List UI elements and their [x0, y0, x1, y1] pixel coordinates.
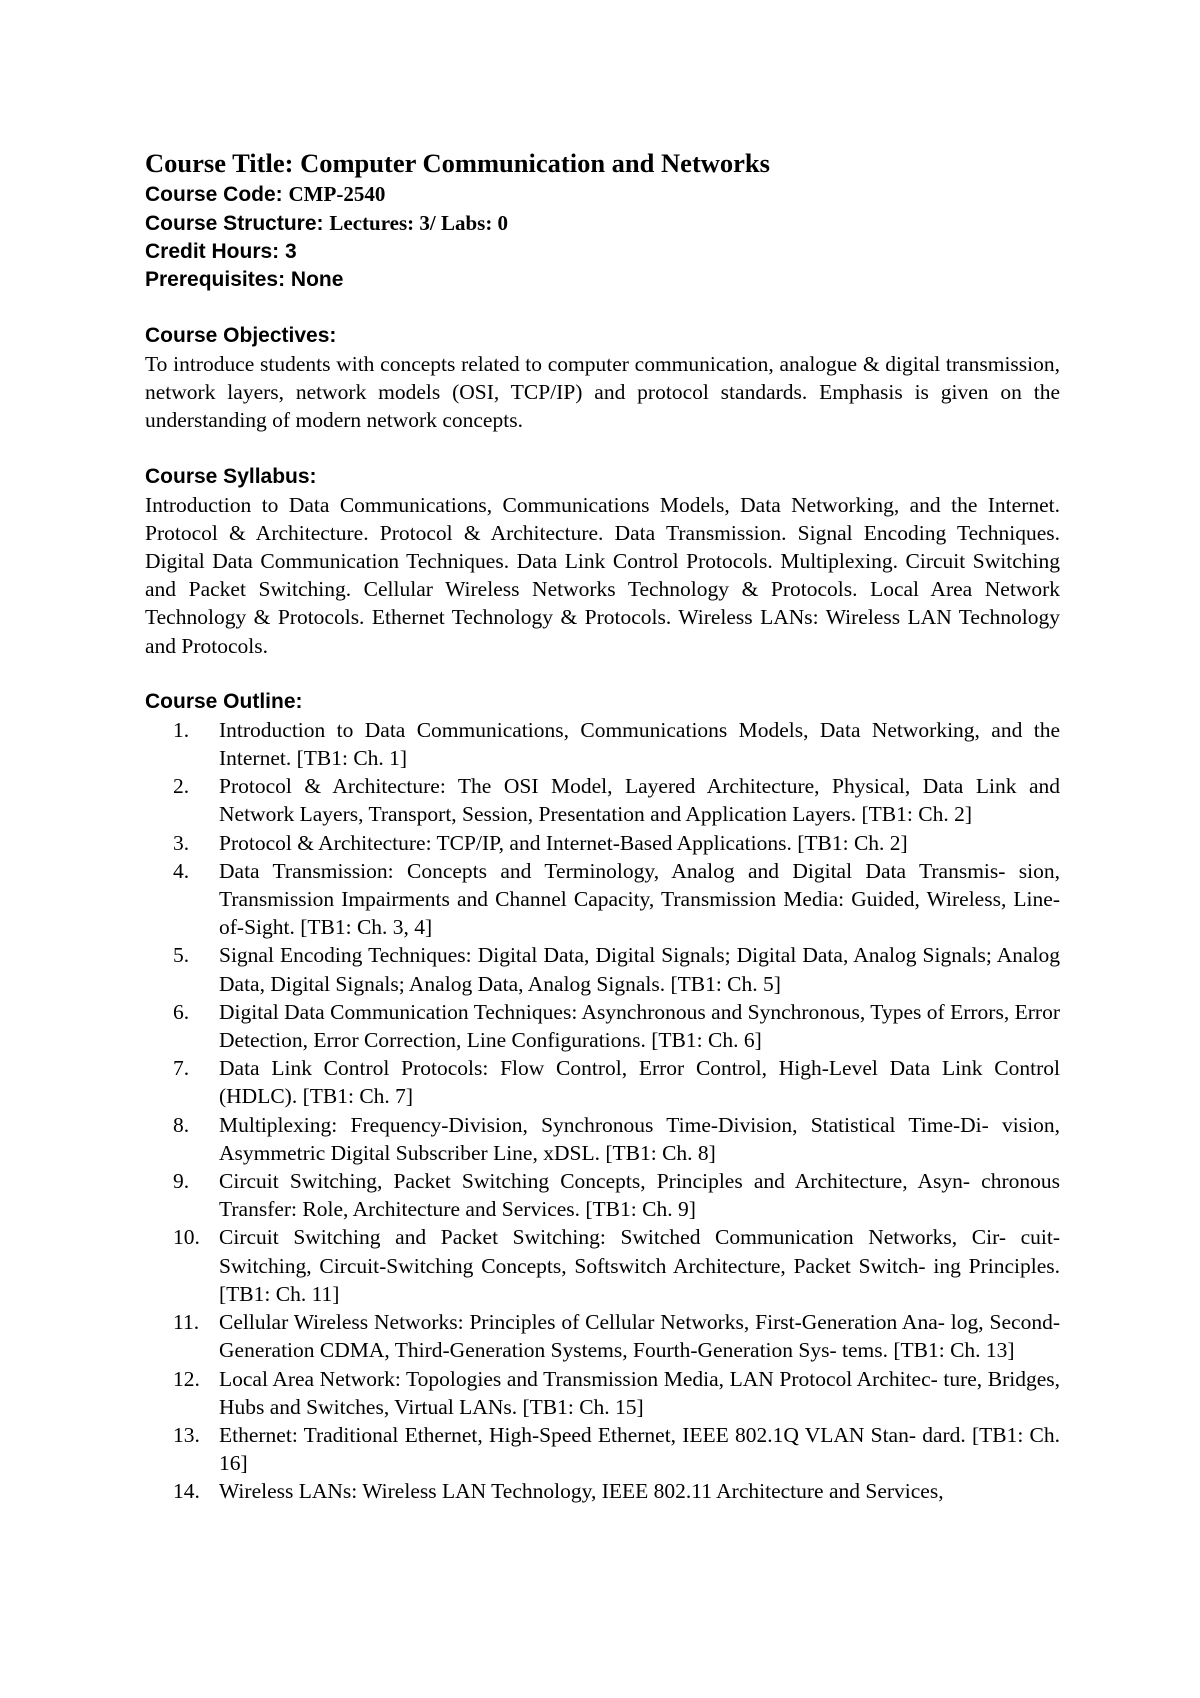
course-structure [145, 209, 1060, 238]
outline-item [145, 716, 1060, 772]
outline-item-text: Data Link Control Protocols: Flow Control, Error Control, High-Level Data Link Control (HDLC). [TB1: Ch. 7] [219, 1056, 1060, 1109]
course-code-label: Course Code: [145, 183, 289, 206]
prerequisites-value: None [290, 268, 344, 291]
outline-item-text: Signal Encoding Techniques: Digital Data, Digital Signals; Digital Data, Analog Signals; Analog Data, Digital Signals; Analog Data, Analog Signals. [TB1: Ch. 5] [219, 943, 1060, 996]
prerequisites [145, 266, 1060, 294]
outline-item-number: 11. [173, 1310, 200, 1335]
course-title: Course Title: Computer Communication and Networks [145, 148, 770, 178]
outline-item [145, 1223, 1060, 1308]
outline-item-number: 6. [173, 999, 190, 1024]
course-code-value: CMP-2540 [288, 182, 386, 206]
outline-item-text: Introduction to Data Communications, Communications Models, Data Networking, and the Internet. [TB1: Ch. 1] [219, 717, 1060, 771]
outline-item-number: 5. [173, 943, 190, 968]
outline-item [145, 1477, 1060, 1505]
outline-item-text: Circuit Switching, Packet Switching Concepts, Principles and Architecture, Asyn- chronous Transfer: Role, Architecture and Services. [TB1: Ch. 9] [219, 1169, 1060, 1222]
outline-item-number: 4. [173, 858, 190, 883]
outline-heading: Course Outline: [145, 689, 303, 713]
course-code [145, 180, 1060, 209]
credit-hours-label: Credit Hours: [145, 240, 286, 263]
outline-item-text: Digital Data Communication Techniques: Asynchronous and Synchronous, Types of Errors, Error Detection, Error Correction, Line Configurations. [TB1: Ch. 6] [219, 999, 1060, 1053]
outline-item [145, 772, 1060, 828]
outline-item [145, 1421, 1060, 1477]
credit-hours [145, 238, 1060, 266]
outline-item-text: Circuit Switching and Packet Switching: Switched Communication Networks, Cir- cuit-Switching, Circuit-Switching Concepts, Softswitch Architecture, Packet Switch- ing Principles. [TB1: Ch. 11] [219, 1225, 1060, 1306]
outline-item-text: Protocol & Architecture: TCP/IP, and Internet-Based Applications. [TB1: Ch. 2] [219, 830, 908, 855]
objectives-heading: Course Objectives: [145, 324, 337, 347]
outline-item-number: 7. [173, 1056, 190, 1081]
outline-item [145, 829, 1060, 857]
objectives-text: To introduce students with concepts related to computer communication, analogue & digital transmission, network layers, network models (OSI, TCP/IP) and protocol standards. Emphasis is given on the understanding of modern network concepts. [145, 352, 1060, 433]
outline-item-number: 14. [173, 1479, 200, 1504]
outline-item-text: Protocol & Architecture: The OSI Model, Layered Architecture, Physical, Data Link and Network Layers, Transport, Session, Presentation and Application Layers. [TB1: Ch. 2] [219, 774, 1060, 827]
outline-item-number: 13. [173, 1422, 200, 1447]
outline-item [145, 1365, 1060, 1421]
outline-item [145, 857, 1060, 942]
course-structure-value: Lectures: 3/ Labs: 0 [329, 211, 509, 235]
outline-item [145, 941, 1060, 997]
syllabus-text: Introduction to Data Communications, Communications Models, Data Networking, and the Internet. Protocol & Architecture. Protocol & Architecture. Data Transmission. Signal Encoding Techniques. Digital Data Communication Techniques. Data Link Control Protocols. Multiplexing. Circuit Switching and Packet Switching. Cellular Wireless Networks Technology & Protocols. Local Area Network Technology & Protocols. Ethernet Technology & Protocols. Wireless LANs: Wireless LAN Technology and Protocols. [145, 492, 1060, 658]
outline-item-number: 9. [173, 1169, 190, 1194]
outline-item-text: Local Area Network: Topologies and Transmission Media, LAN Protocol Architec- ture, Bridges, Hubs and Switches, Virtual LANs. [TB1: Ch. 15] [219, 1366, 1060, 1419]
outline-item [145, 1167, 1060, 1223]
outline-item [145, 1054, 1060, 1110]
outline-item-number: 12. [173, 1366, 200, 1391]
outline-item-number: 10. [173, 1225, 200, 1250]
outline-item-text: Multiplexing: Frequency-Division, Synchronous Time-Division, Statistical Time-Di- vision, Asymmetric Digital Subscriber Line, xDSL. [TB1: Ch. 8] [219, 1112, 1060, 1165]
outline-item-number: 3. [173, 830, 190, 855]
prerequisites-label: Prerequisites: [145, 268, 291, 291]
outline-item-number: 2. [173, 774, 190, 799]
outline-list [145, 716, 1060, 1506]
course-structure-label: Course Structure: [145, 212, 330, 235]
course-document [145, 147, 1060, 1506]
syllabus-heading: Course Syllabus: [145, 464, 317, 488]
outline-item-text: Cellular Wireless Networks: Principles of Cellular Networks, First-Generation Ana- log, Second-Generation CDMA, Third-Generation Systems, Fourth-Generation Sys- tems. [TB1: Ch. 13] [219, 1310, 1060, 1363]
outline-item [145, 1111, 1060, 1167]
outline-item-text: Wireless LANs: Wireless LAN Technology, IEEE 802.11 Architecture and Services, [219, 1479, 944, 1504]
outline-item [145, 998, 1060, 1054]
outline-item [145, 1308, 1060, 1364]
outline-item-number: 8. [173, 1112, 190, 1137]
outline-item-text: Ethernet: Traditional Ethernet, High-Speed Ethernet, IEEE 802.1Q VLAN Stan- dard. [TB1: Ch. 16] [219, 1422, 1060, 1476]
outline-item-number: 1. [173, 717, 190, 742]
outline-item-text: Data Transmission: Concepts and Terminology, Analog and Digital Data Transmis- sion, Transmission Impairments and Channel Capacity, Transmission Media: Guided, Wireless, Line-of-Sight. [TB1: Ch. 3, 4] [219, 858, 1060, 940]
credit-hours-value: 3 [285, 240, 297, 263]
